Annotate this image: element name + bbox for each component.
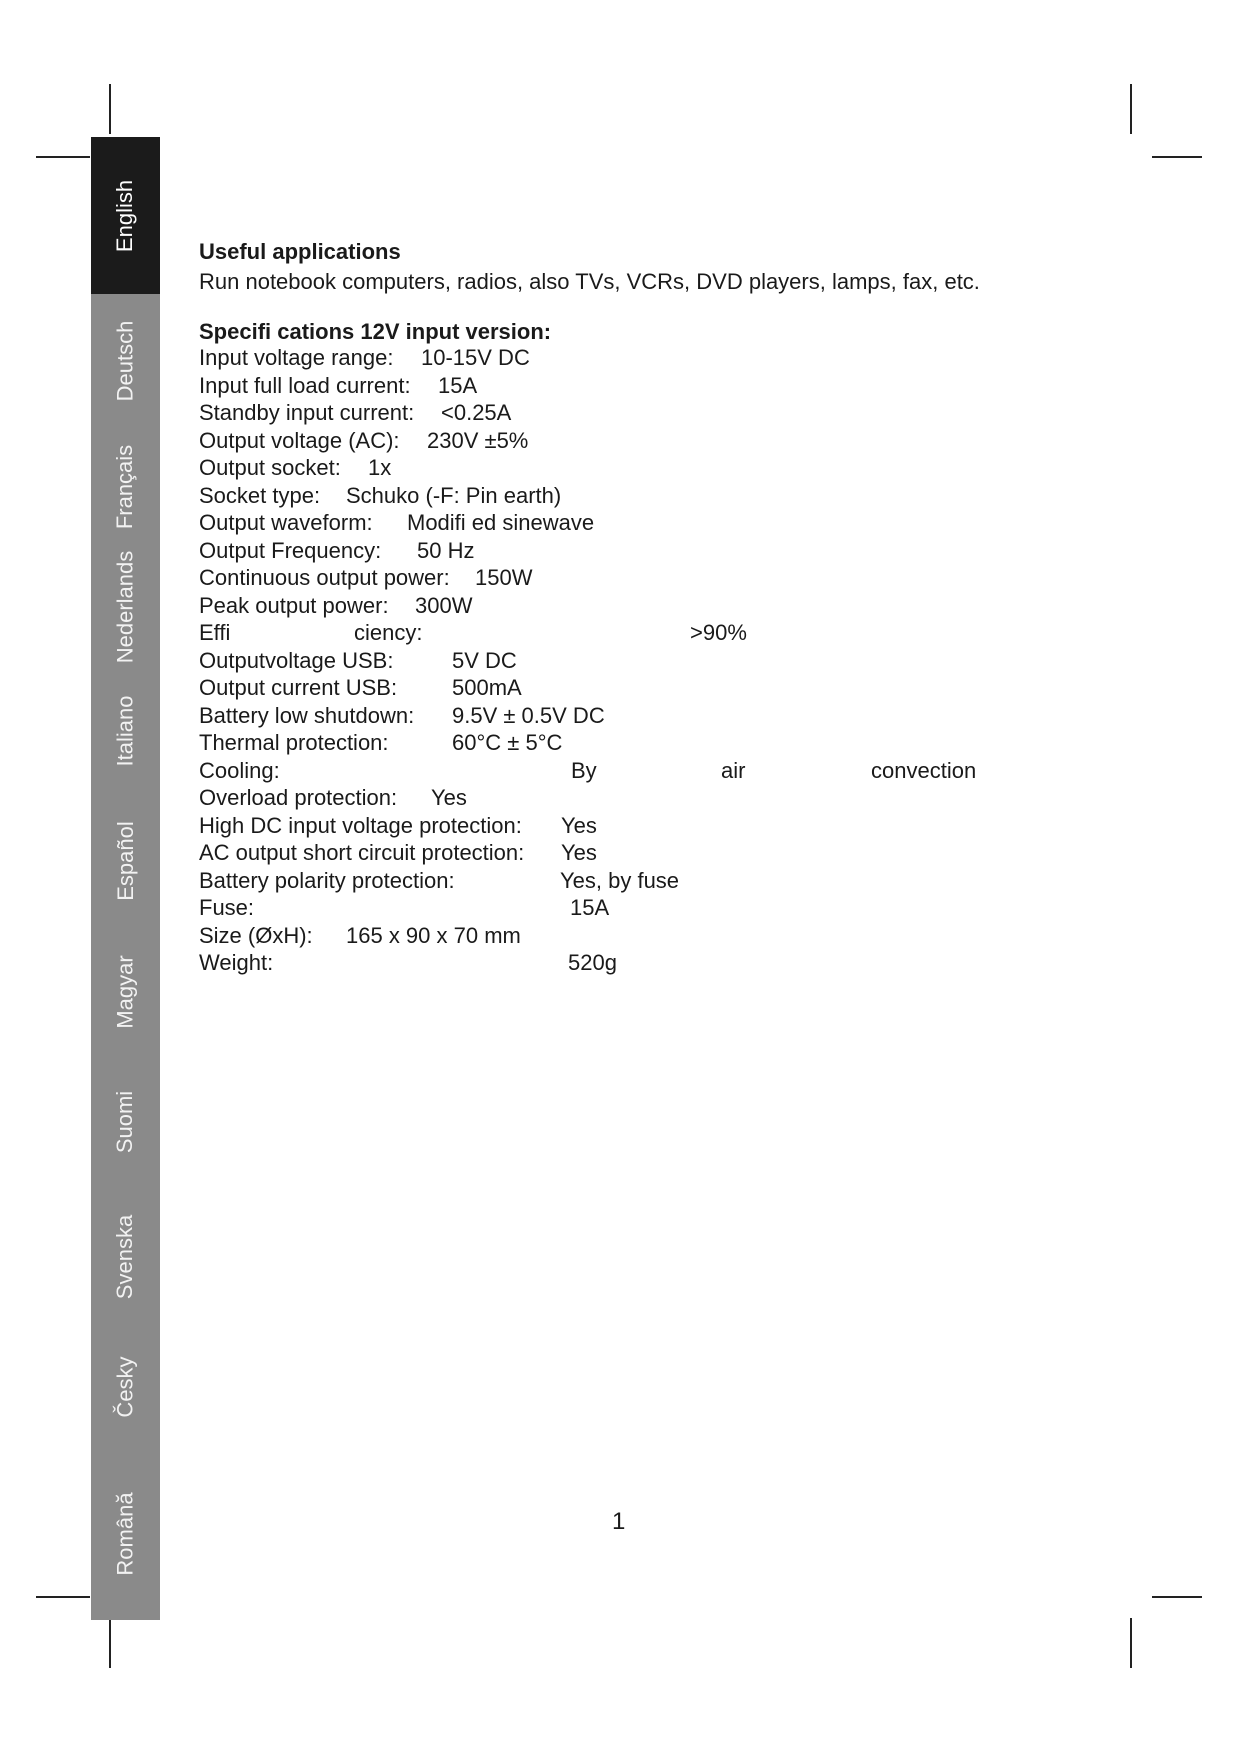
spec-label: Fuse: — [199, 895, 255, 920]
spec-label: Thermal protection: — [199, 730, 389, 755]
spec-row — [199, 647, 1119, 675]
spec-value: convection — [871, 757, 977, 783]
spec-row — [199, 564, 1119, 592]
spec-label: Output voltage (AC): — [199, 427, 400, 453]
crop-mark-bottom-right-vertical — [1130, 1618, 1132, 1668]
spec-label: Output waveform: — [199, 510, 373, 535]
spec-value: <0.25A — [441, 400, 512, 425]
spec-label: Effi — [199, 620, 231, 645]
spec-row — [199, 867, 1119, 895]
spec-row — [199, 812, 1119, 840]
spec-label: Size (ØxH): — [199, 922, 313, 948]
spec-label: Output socket: — [199, 455, 341, 480]
spec-row — [199, 619, 1119, 647]
spec-row — [199, 729, 1119, 757]
spec-value: 15A — [438, 372, 478, 398]
spec-label: Input full load current: — [199, 372, 411, 398]
spec-label: Battery low shutdown: — [199, 702, 415, 728]
spec-row — [199, 674, 1119, 702]
spec-label: Output Frequency: — [199, 537, 382, 563]
spec-value: Yes — [561, 812, 597, 838]
tab-svenska[interactable]: Svenska — [112, 1214, 138, 1300]
specifications-list — [199, 344, 1119, 977]
spec-row — [199, 399, 1119, 427]
tab-francais[interactable]: Français — [112, 444, 138, 530]
spec-row — [199, 757, 1119, 785]
spec-label: Cooling: — [199, 757, 280, 783]
spec-row — [199, 482, 1119, 510]
spec-row — [199, 949, 1119, 977]
specifications-heading: Specifi cations 12V input version: — [199, 319, 552, 344]
tab-espanol[interactable]: Español — [112, 820, 138, 901]
crop-mark-bottom-left-horizontal — [36, 1596, 90, 1598]
spec-value: >90% — [690, 620, 747, 645]
spec-value: 1x — [368, 455, 392, 480]
spec-row — [199, 509, 1119, 537]
spec-value: air — [721, 757, 746, 783]
spec-row — [199, 427, 1119, 455]
spec-value: Schuko (-F: Pin earth) — [346, 482, 562, 508]
crop-mark-bottom-right-horizontal — [1152, 1596, 1202, 1598]
spec-value: 10-15V DC — [421, 345, 530, 370]
spec-value: 5V DC — [452, 647, 517, 673]
spec-value: 150W — [475, 565, 533, 590]
spec-label: Outputvoltage USB: — [199, 647, 394, 673]
spec-row — [199, 592, 1119, 620]
spec-row — [199, 839, 1119, 867]
spec-label: Continuous output power: — [199, 565, 450, 590]
spec-value: Yes — [431, 785, 467, 810]
spec-row — [199, 784, 1119, 812]
spec-row — [199, 454, 1119, 482]
spec-value: Yes — [561, 840, 597, 865]
crop-mark-top-left-horizontal — [36, 156, 90, 158]
crop-mark-bottom-left-vertical — [109, 1618, 111, 1668]
spec-value: 230V ±5% — [427, 427, 529, 453]
tab-english[interactable]: English — [91, 137, 160, 294]
crop-mark-top-left-vertical — [109, 84, 111, 134]
tab-italiano[interactable]: Italiano — [112, 695, 138, 766]
tab-romana[interactable]: Română — [112, 1491, 138, 1576]
tab-cesky[interactable]: Česky — [112, 1356, 138, 1418]
spec-label: ciency: — [354, 620, 423, 645]
spec-value: 60°C ± 5°C — [452, 730, 563, 755]
spec-value: 50 Hz — [417, 537, 475, 563]
spec-value: 500mA — [452, 675, 522, 700]
spec-label: Output current USB: — [199, 675, 398, 700]
language-tab-bar — [91, 137, 160, 1620]
manual-content — [199, 237, 1119, 977]
spec-value: 165 x 90 x 70 mm — [346, 922, 521, 948]
crop-mark-top-right-horizontal — [1152, 156, 1202, 158]
spec-value: 300W — [415, 592, 473, 618]
page-number: 1 — [612, 1508, 626, 1535]
spec-label: Input voltage range: — [199, 345, 394, 370]
spec-value: Modifi ed sinewave — [407, 510, 595, 535]
spec-label: AC output short circuit protection: — [199, 840, 525, 865]
spec-value: Yes, by fuse — [560, 867, 680, 893]
spec-row — [199, 372, 1119, 400]
spec-label: Socket type: — [199, 482, 321, 508]
spec-row — [199, 537, 1119, 565]
spec-row — [199, 702, 1119, 730]
tab-magyar[interactable]: Magyar — [112, 955, 138, 1029]
spec-row — [199, 344, 1119, 372]
spec-label: Peak output power: — [199, 592, 389, 618]
useful-applications-text: Run notebook computers, radios, also TVs, VCRs, DVD players, lamps, fax, etc. — [199, 269, 980, 294]
spec-label: Standby input current: — [199, 400, 415, 425]
spec-value: 9.5V ± 0.5V DC — [452, 702, 605, 728]
spec-value: By — [571, 757, 597, 783]
spec-row — [199, 894, 1119, 922]
spec-label: Overload protection: — [199, 785, 398, 810]
tab-nederlands[interactable]: Nederlands — [112, 550, 138, 664]
spec-label: High DC input voltage protection: — [199, 812, 522, 838]
spec-label: Weight: — [199, 950, 274, 975]
crop-mark-top-right-vertical — [1130, 84, 1132, 134]
spec-label: Battery polarity protection: — [199, 867, 455, 893]
spec-value: 520g — [568, 950, 617, 975]
tab-suomi[interactable]: Suomi — [112, 1090, 138, 1154]
spec-row — [199, 922, 1119, 950]
spec-value: 15A — [570, 895, 610, 920]
tab-deutsch[interactable]: Deutsch — [112, 320, 138, 401]
useful-applications-heading: Useful applications — [199, 239, 401, 264]
